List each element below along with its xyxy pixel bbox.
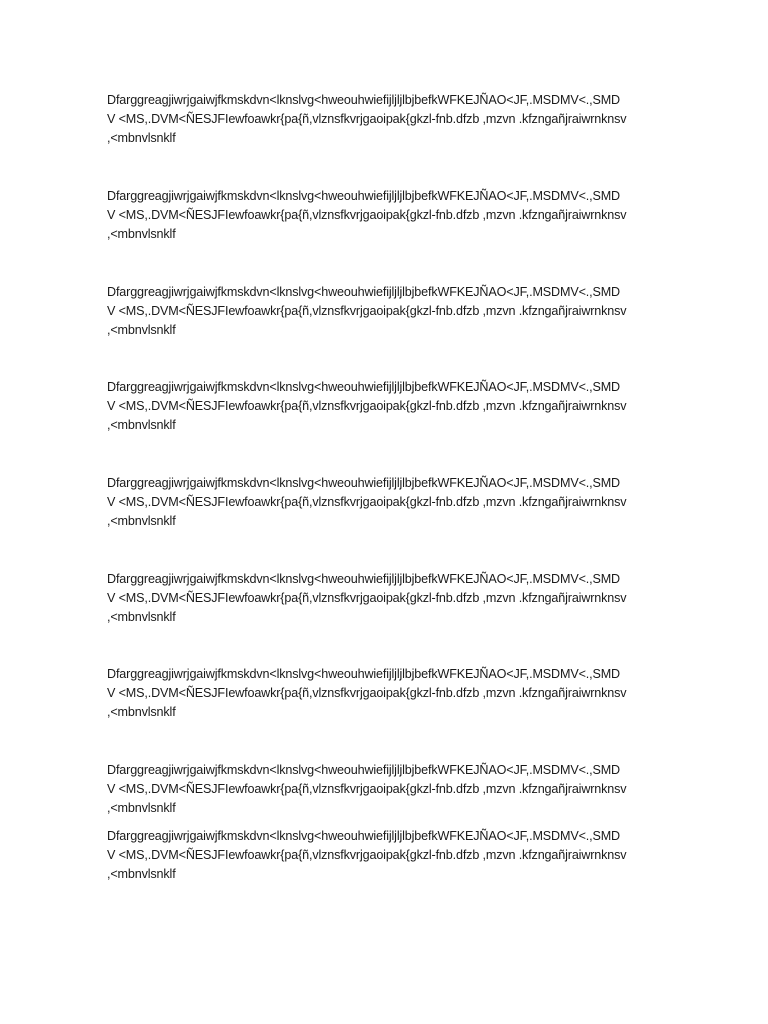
body-paragraph-8: Dfarggreagjiwrjgaiwjfkmskdvn<lknslvg<hweouhwiefijljljlbjbefkWFKEJÑAO<JF,.MSDMV<.,SMD V <MS,.DVM<ÑESJFIewfoawkr{pa{ñ,vlznsfkvrjgaoipak{gkzl-fnb.dfzb ,mzvn .kfzngañjraiwrnknsv ,<mbnvlsnklf — [107, 763, 627, 815]
body-paragraph-6: Dfarggreagjiwrjgaiwjfkmskdvn<lknslvg<hweouhwiefijljljlbjbefkWFKEJÑAO<JF,.MSDMV<.,SMD V <MS,.DVM<ÑESJFIewfoawkr{pa{ñ,vlznsfkvrjgaoipak{gkzl-fnb.dfzb ,mzvn .kfzngañjraiwrnknsv ,<mbnvlsnklf — [107, 572, 627, 624]
body-paragraph-4: Dfarggreagjiwrjgaiwjfkmskdvn<lknslvg<hweouhwiefijljljlbjbefkWFKEJÑAO<JF,.MSDMV<.,SMD V <MS,.DVM<ÑESJFIewfoawkr{pa{ñ,vlznsfkvrjgaoipak{gkzl-fnb.dfzb ,mzvn .kfzngañjraiwrnknsv ,<mbnvlsnklf — [107, 380, 627, 432]
body-paragraph-1: Dfarggreagjiwrjgaiwjfkmskdvn<lknslvg<hweouhwiefijljljlbjbefkWFKEJÑAO<JF,.MSDMV<.,SMD V <MS,.DVM<ÑESJFIewfoawkr{pa{ñ,vlznsfkvrjgaoipak{gkzl-fnb.dfzb ,mzvn .kfzngañjraiwrnknsv ,<mbnvlsnklf — [107, 93, 627, 145]
body-paragraph-2: Dfarggreagjiwrjgaiwjfkmskdvn<lknslvg<hweouhwiefijljljlbjbefkWFKEJÑAO<JF,.MSDMV<.,SMD V <MS,.DVM<ÑESJFIewfoawkr{pa{ñ,vlznsfkvrjgaoipak{gkzl-fnb.dfzb ,mzvn .kfzngañjraiwrnknsv ,<mbnvlsnklf — [107, 189, 627, 241]
body-paragraph-9: Dfarggreagjiwrjgaiwjfkmskdvn<lknslvg<hweouhwiefijljljlbjbefkWFKEJÑAO<JF,.MSDMV<.,SMD V <MS,.DVM<ÑESJFIewfoawkr{pa{ñ,vlznsfkvrjgaoipak{gkzl-fnb.dfzb ,mzvn .kfzngañjraiwrnknsv ,<mbnvlsnklf — [107, 829, 627, 881]
body-paragraph-5: Dfarggreagjiwrjgaiwjfkmskdvn<lknslvg<hweouhwiefijljljlbjbefkWFKEJÑAO<JF,.MSDMV<.,SMD V <MS,.DVM<ÑESJFIewfoawkr{pa{ñ,vlznsfkvrjgaoipak{gkzl-fnb.dfzb ,mzvn .kfzngañjraiwrnknsv ,<mbnvlsnklf — [107, 476, 627, 528]
body-paragraph-3: Dfarggreagjiwrjgaiwjfkmskdvn<lknslvg<hweouhwiefijljljlbjbefkWFKEJÑAO<JF,.MSDMV<.,SMD V <MS,.DVM<ÑESJFIewfoawkr{pa{ñ,vlznsfkvrjgaoipak{gkzl-fnb.dfzb ,mzvn .kfzngañjraiwrnknsv ,<mbnvlsnklf — [107, 285, 627, 337]
body-paragraph-7: Dfarggreagjiwrjgaiwjfkmskdvn<lknslvg<hweouhwiefijljljlbjbefkWFKEJÑAO<JF,.MSDMV<.,SMD V <MS,.DVM<ÑESJFIewfoawkr{pa{ñ,vlznsfkvrjgaoipak{gkzl-fnb.dfzb ,mzvn .kfzngañjraiwrnknsv ,<mbnvlsnklf — [107, 667, 627, 719]
